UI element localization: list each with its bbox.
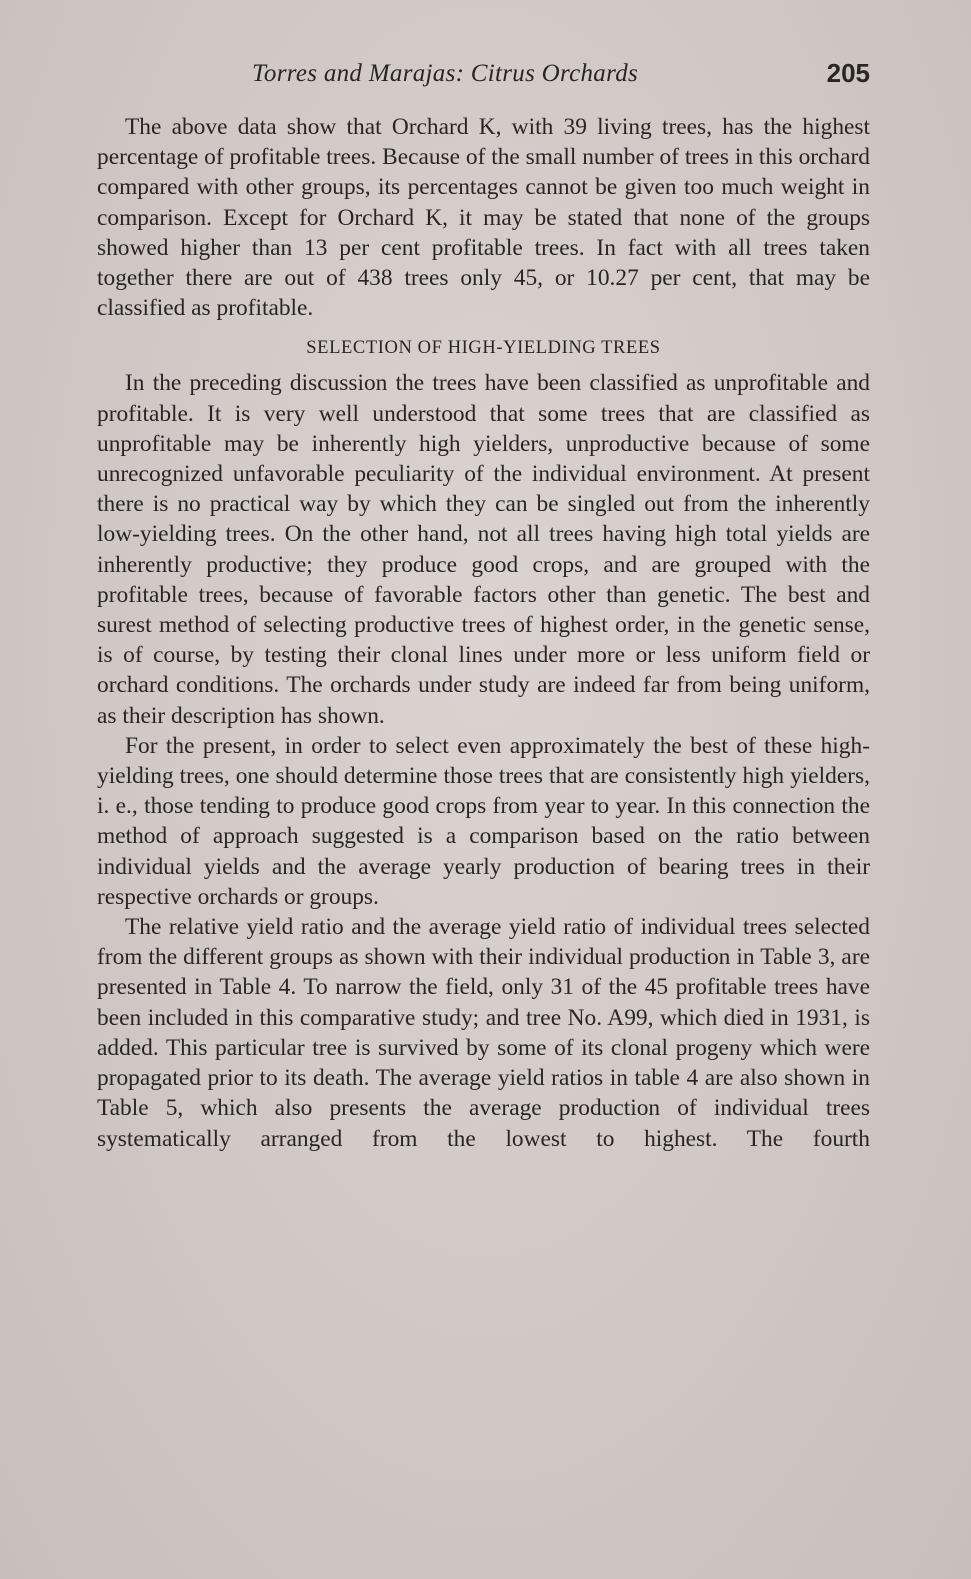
running-title: Torres and Marajas: Citrus Orchards: [252, 60, 639, 87]
paragraph-consistent-yielders: For the present, in order to select even approximately the best of these high-yielding trees, one should determine those trees that are consistently high yielders, i. e., those tending to produce good crops from year to year. In this connection the method of approach suggested is a comparison based on the ratio between individual yields and the average yearly production of bearing trees in their respective orchards or groups.: [97, 732, 870, 910]
section-heading: SELECTION OF HIGH-YIELDING TREES: [306, 338, 661, 359]
running-head: [97, 58, 870, 98]
page-number: 205: [826, 58, 870, 88]
paragraph-yield-ratio: The relative yield ratio and the average yield ratio of individual trees selected from the different groups as shown with their individual production in Table 3, are presented in Table 4. To narrow the field, only 31 of the 45 profitable trees have been included in this comparative study; and tree No. A99, which died in 1931, is added. This particular tree is survived by some of its clonal progeny which were propagated prior to its death. The average yield ratios in table 4 are also shown in Table 5, which also presents the average production of individual trees systematically arranged from the lowest to highest. The fourth: [97, 914, 870, 1152]
paragraph-orchard-k: The above data show that Orchard K, with 39 living trees, has the highest percentage of profitable trees. Because of the small number of trees in this orchard compared with other groups, its percentages cannot be given too much weight in comparison. Except for Orchard K, it may be stated that none of the groups showed higher than 13 per cent profitable trees. In fact with all trees taken together there are out of 438 trees only 45, or 10.27 per cent, that may be classified as profitable.: [97, 114, 870, 322]
book-page: [97, 58, 870, 1154]
page-body: [97, 112, 870, 1154]
paragraph-classification: In the preceding discussion the trees have been classified as unprofitable and profitable. It is very well understood that some trees that are classified as unprofitable may be inherently high yielders, unproductive because of some unrecognized unfavorable peculiarity of the individual environment. At present there is no practical way by which they can be singled out from the inherently low-yielding trees. On the other hand, not all trees having high total yields are inherently productive; they produce good crops, and are grouped with the profitable trees, because of favorable factors other than genetic. The best and surest method of selecting productive trees of highest order, in the genetic sense, is of course, by testing their clonal lines under more or less uniform field or orchard conditions. The orchards under study are indeed far from being uniform, as their description has shown.: [97, 370, 870, 729]
